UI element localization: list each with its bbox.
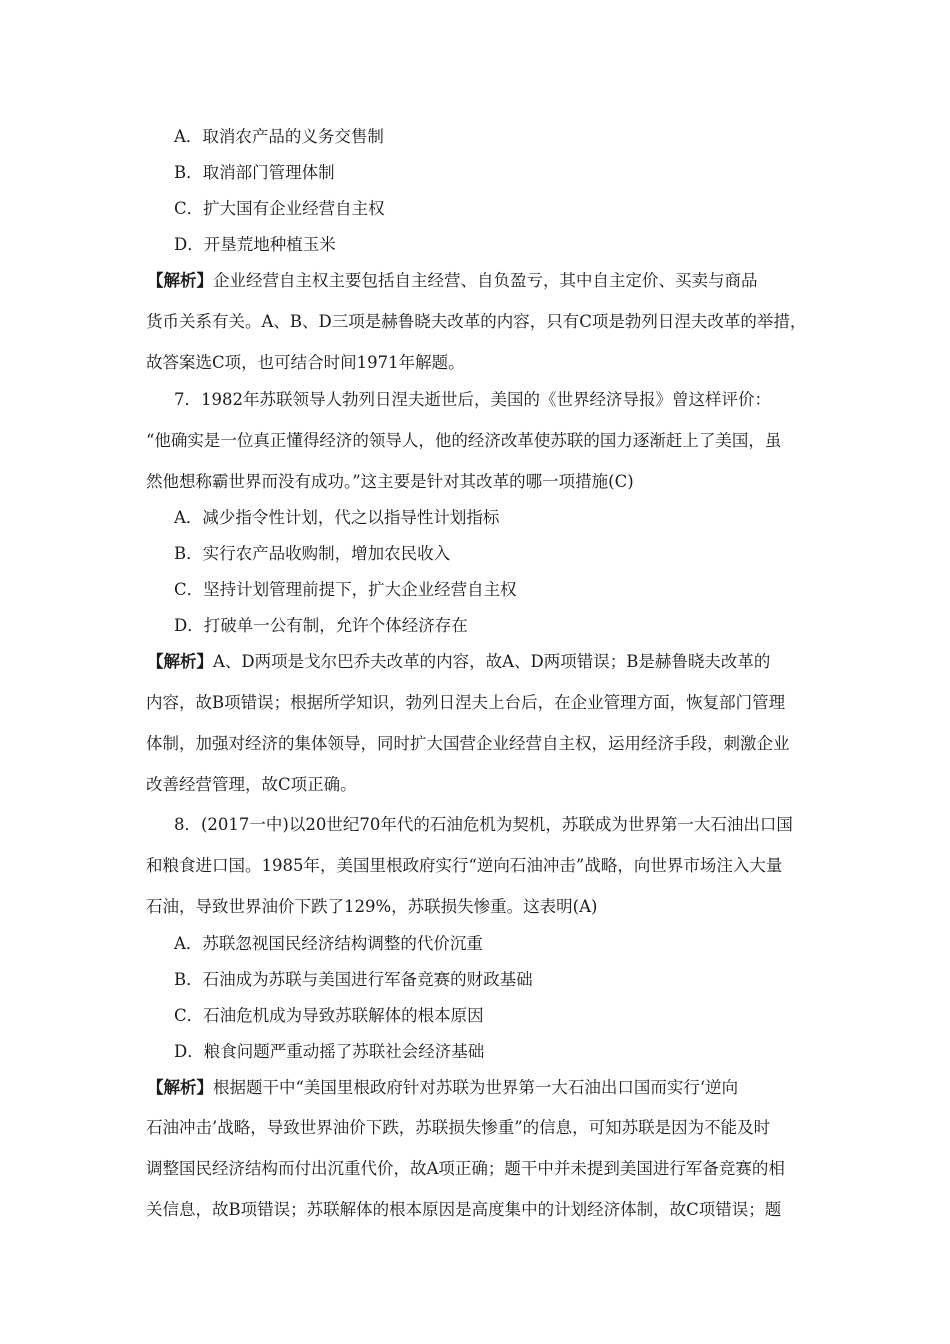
q8-analysis-line-3: 调整国民经济结构而付出沉重代价，故A项正确；题干中并未提到美国进行军备竞赛的相 xyxy=(146,1159,785,1178)
q8-analysis-line-4: 关信息，故B项错误；苏联解体的根本原因是高度集中的计划经济体制，故C项错误；题 xyxy=(146,1200,782,1219)
q6-analysis-text: 企业经营自主权主要包括自主经营、自负盈亏，其中自主定价、买卖与商品 xyxy=(213,271,758,290)
q8-stem-line-1: 8．(2017一中)以20世纪70年代的石油危机为契机，苏联成为世界第一大石油出口国 xyxy=(174,815,793,834)
q7-stem-line-1: 7．1982年苏联领导人勃列日涅夫逝世后，美国的《世界经济导报》曾这样评价： xyxy=(174,390,771,409)
q8-analysis-text: 根据题干中“美国里根政府针对苏联为世界第一大石油出口国而实行‘逆向 xyxy=(213,1078,739,1097)
q7-analysis-line-1 xyxy=(0,651,950,673)
q6-analysis-line-2: 货币关系有关。A、B、D三项是赫鲁晓夫改革的内容，只有C项是勃列日涅夫改革的举措， xyxy=(146,312,807,331)
q6-option-a: A．取消农产品的义务交售制 xyxy=(174,127,384,146)
q7-stem-line-3: 然他想称霸世界而没有成功。”这主要是针对其改革的哪一项措施(C) xyxy=(146,472,634,491)
q7-analysis-line-3: 体制，加强对经济的集体领导，同时扩大国营企业经营自主权，运用经济手段，刺激企业 xyxy=(146,734,790,753)
q7-analysis-line-2: 内容，故B项错误；根据所学知识，勃列日涅夫上台后，在企业管理方面，恢复部门管理 xyxy=(146,693,786,712)
q8-stem-line-2: 和粮食进口国。1985年，美国里根政府实行“逆向石油冲击”战略，向世界市场注入大量 xyxy=(146,856,783,875)
q6-analysis-tag: 【解析】 xyxy=(147,271,213,290)
q7-analysis-text: A、D两项是戈尔巴乔夫改革的内容，故A、D两项错误；B是赫鲁晓夫改革的 xyxy=(213,652,771,671)
q7-option-c: C．坚持计划管理前提下，扩大企业经营自主权 xyxy=(174,580,517,599)
q8-option-c: C．石油危机成为导致苏联解体的根本原因 xyxy=(174,1006,484,1025)
q8-stem-line-3: 石油，导致世界油价下跌了129%，苏联损失惨重。这表明(A) xyxy=(146,897,598,916)
q6-option-c: C．扩大国有企业经营自主权 xyxy=(174,199,385,218)
q8-option-b: B．石油成为苏联与美国进行军备竞赛的财政基础 xyxy=(174,970,533,989)
q8-option-d: D．粮食问题严重动摇了苏联社会经济基础 xyxy=(174,1042,485,1061)
q6-analysis-line-3: 故答案选C项，也可结合时间1971年解题。 xyxy=(146,353,465,372)
q6-option-d: D．开垦荒地种植玉米 xyxy=(174,235,336,254)
q7-option-a: A．减少指令性计划，代之以指导性计划指标 xyxy=(174,508,500,527)
q7-option-b: B．实行农产品收购制，增加农民收入 xyxy=(174,544,451,563)
q8-analysis-tag: 【解析】 xyxy=(147,1078,213,1097)
q7-analysis-tag: 【解析】 xyxy=(147,652,213,671)
q6-option-b: B．取消部门管理体制 xyxy=(174,163,335,182)
q7-option-d: D．打破单一公有制，允许个体经济存在 xyxy=(174,616,468,635)
q8-analysis-line-1 xyxy=(0,1077,950,1099)
q7-analysis-line-4: 改善经营管理，故C项正确。 xyxy=(146,775,357,794)
q6-analysis-line-1 xyxy=(0,270,950,292)
q8-option-a: A．苏联忽视国民经济结构调整的代价沉重 xyxy=(174,934,483,953)
q8-analysis-line-2: 石油冲击’战略，导致世界油价下跌，苏联损失惨重”的信息，可知苏联是因为不能及时 xyxy=(146,1118,771,1137)
q7-stem-line-2: “他确实是一位真正懂得经济的领导人，他的经济改革使苏联的国力逐渐赶上了美国，虽 xyxy=(146,431,782,450)
